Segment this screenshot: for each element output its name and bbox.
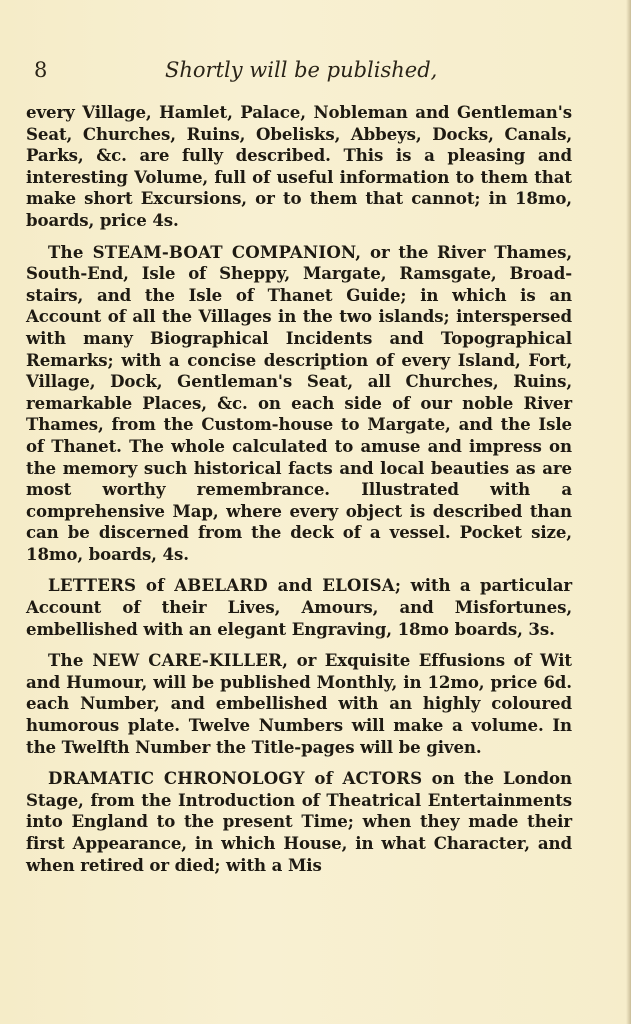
entry-letters-abelard-eloisa	[26, 575, 572, 640]
entry-title: The NEW CARE-KILLER,	[48, 650, 289, 671]
entry-steam-boat-companion	[26, 242, 572, 566]
page-header	[0, 58, 631, 92]
entry-text: with a particular Account of their Lives, Amours, and Misfortunes, embellished with an elegant Engraving, 18mo boards, 3s.	[26, 575, 572, 639]
entry-text: on the London Stage, from the Introduction of Theatrical Entertainments into England to the present Time; when they made their first Appearance, in which House, in what Character, and when retired or died; with a Mis	[26, 768, 572, 875]
entry-text: or Exquisite Effusions of Wit and Humour, will be published Monthly, in 12mo, price 6d. each Number, and embellished with an highly coloured humorous plate. Twelve Numbers will make a volume. In the Twelfth Number the Title-pages will be given.	[26, 650, 572, 757]
entry-text: or the River Thames, South-End, Isle of Sheppy, Margate, Ramsgate, Broad-stairs, and the Isle of Thanet Guide; in which is an Account of all the Villages in the two islands; interspersed with many Biographical Incidents and Topographical Remarks; with a concise description of every Island, Fort, Village, Dock, Gentleman's Seat, all Churches, Ruins, remarkable Places, &c. on each side of our noble River Thames, from the Custom-house to Margate, and the Isle of Thanet. The whole calculated to amuse and impress on the memory such historical facts and local beauties as are most worthy remembrance. Illustrated with a comprehensive Map, where every object is described than can be discerned from the deck of a vessel. Pocket size, 18mo, boards, 4s.	[26, 241, 572, 564]
body-text	[26, 102, 572, 876]
entry-dramatic-chronology	[26, 768, 572, 876]
paragraph-continuation	[26, 102, 572, 232]
entry-title: The STEAM-BOAT COMPANION,	[48, 241, 362, 262]
paragraph-text: every Village, Hamlet, Palace, Nobleman and Gentleman's Seat, Churches, Ruins, Obelisks, Abbeys, Docks, Canals, Parks, &c. are fully described. This is a pleasing and interesting Volume, full of useful information to them that make short Excursions, or to them that cannot; in 18mo, boards, price 4s.	[26, 102, 572, 230]
page-edge-shadow	[626, 0, 631, 1024]
entry-title: LETTERS of ABELARD and ELOISA;	[48, 575, 402, 596]
running-title: Shortly will be published,	[165, 58, 438, 82]
page-number: 8	[34, 58, 48, 82]
entry-title: DRAMATIC CHRONOLOGY of ACTORS	[48, 768, 423, 789]
entry-new-care-killer	[26, 650, 572, 758]
